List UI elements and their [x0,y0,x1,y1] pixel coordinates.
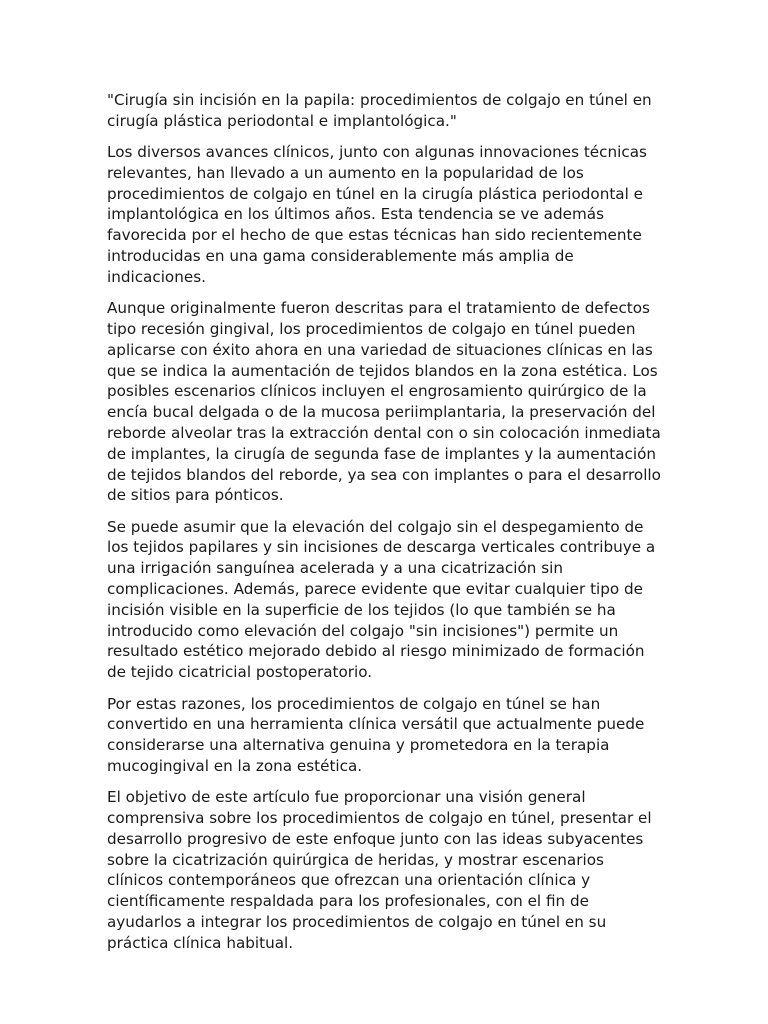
document-title-paragraph: "Cirugía sin incisión en la papila: procedimientos de colgajo en túnel en cirugía plástica periodontal e implantológica." [107,91,652,130]
body-paragraph: Los diversos avances clínicos, junto con algunas innovaciones técnicas relevantes, han llevado a un aumento en la popularidad de los procedimientos de colgajo en túnel en la cirugía plástica periodontal e implantológica en los últimos años. Esta tendencia se ve además favorecida por el hecho de que estas técnicas han sido recientemente introducidas en una gama considerablemente más amplia de indicaciones. [107,143,647,286]
body-paragraph: Por estas razones, los procedimientos de colgajo en túnel se han convertido en una herramienta clínica versátil que actualmente puede considerarse una alternativa genuina y prometedora en la terapia mucogingival en la zona estética. [107,694,645,775]
body-paragraph: Aunque originalmente fueron descritas para el tratamiento de defectos tipo recesión gingival, los procedimientos de colgajo en túnel pueden aplicarse con éxito ahora en una variedad de situaciones clínicas en las que se indica la aumentación de tejidos blandos en la zona estética. Los posibles escenarios clínicos incluyen el engrosamiento quirúrgico de la encía bucal delgada o de la mucosa periimplantaria, la preservación del reborde alveolar tras la extracción dental con o sin colocación inmediata de implantes, la cirugía de segunda fase de implantes y la aumentación de tejidos blandos del reborde, ya sea con implantes o para el desarrollo de sitios para pónticos. [107,299,661,505]
document-page [107,90,663,964]
body-paragraph: Se puede asumir que la elevación del colgajo sin el despegamiento de los tejidos papilares y sin incisiones de descarga verticales contribuye a una irrigación sanguínea acelerada y a una cicatrización sin complicaciones. Además, parece evidente que evitar cualquier tipo de incisión visible en la superficie de los tejidos (lo que también se ha introducido como elevación del colgajo "sin incisiones") permite un resultado estético mejorado debido al riesgo minimizado de formación de tejido cicatricial postoperatorio. [107,517,656,682]
body-paragraph: El objetivo de este artículo fue proporcionar una visión general comprensiva sobre los procedimientos de colgajo en túnel, presentar el desarrollo progresivo de este enfoque junto con las ideas subyacentes sobre la cicatrización quirúrgica de heridas, y mostrar escenarios clínicos contemporáneos que ofrezcan una orientación clínica y científicamente respaldada para los profesionales, con el fin de ayudarlos a integrar los procedimientos de colgajo en túnel en su práctica clínica habitual. [107,788,652,952]
